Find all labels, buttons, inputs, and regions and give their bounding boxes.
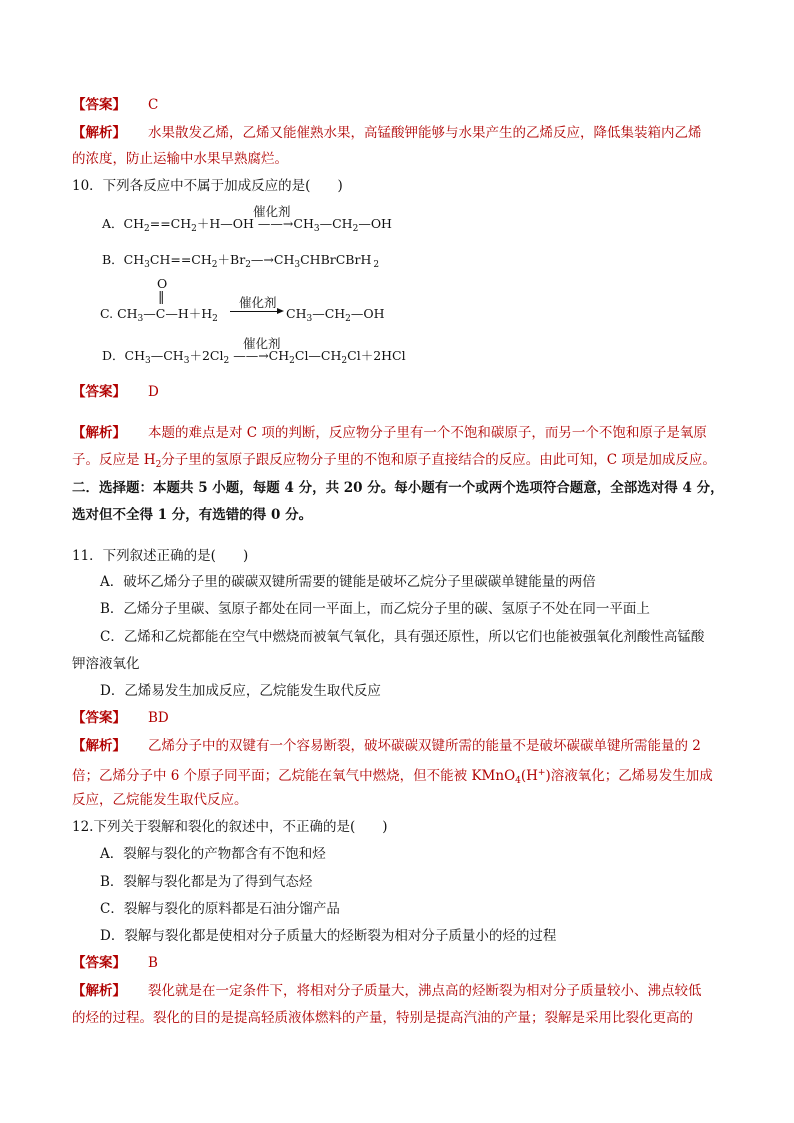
carbonyl-double-bond: ‖ xyxy=(158,290,165,305)
formula-part: CH xyxy=(286,306,307,321)
q10-analysis-cont xyxy=(72,450,716,475)
q10-option-c-right xyxy=(286,304,385,329)
q10-analysis-row xyxy=(72,423,707,443)
subscript: 2 xyxy=(245,260,251,270)
subscript: 3 xyxy=(144,260,150,270)
arrow-glyph: → xyxy=(282,216,294,231)
answer-tag: 【答案】 xyxy=(72,384,126,400)
subscript: 2 xyxy=(345,314,351,324)
subscript: 3 xyxy=(145,356,151,366)
q11-analysis-cont2: 反应，乙烷能发生取代反应。 xyxy=(72,792,248,808)
q12-answer-row xyxy=(72,953,158,973)
formula-part: —CH xyxy=(150,348,184,363)
subscript: 3 xyxy=(313,224,320,234)
formula-part: ＋2Cl xyxy=(189,348,224,363)
subscript: 2 xyxy=(211,260,218,270)
formula-part: Cl—CH xyxy=(294,348,342,363)
formula-part: Cl＋2HCl xyxy=(347,348,406,363)
q12-option-c: C．裂解与裂化的原料都是石油分馏产品 xyxy=(100,901,340,917)
answer-tag: 【答案】 xyxy=(72,97,126,113)
q11-option-a: A．破坏乙烯分子里的碳碳双键所需要的键能是破坏乙烷分子里碳碳单键能量的两倍 xyxy=(100,574,596,590)
arrow-line xyxy=(230,311,277,312)
answer-tag: 【答案】 xyxy=(72,955,126,971)
q10-option-d xyxy=(102,346,406,371)
analysis-text: 分子里的氢原子跟反应物分子里的不饱和原子直接结合的反应。由此可知，C 项是加成反应。 xyxy=(161,452,716,468)
arrow-head xyxy=(277,308,284,314)
analysis-tag: 【解析】 xyxy=(72,425,126,441)
analysis-tag: 【解析】 xyxy=(72,125,126,141)
catalyst-label: 催化剂 xyxy=(243,336,281,351)
answer-value: C xyxy=(148,97,159,113)
subscript: 4 xyxy=(515,776,521,786)
formula-part: CH==CH xyxy=(149,252,212,267)
superscript: + xyxy=(537,768,546,778)
formula-part: —— xyxy=(233,348,259,363)
q9-analysis-cont: 的浓度，防止运输中水果早熟腐烂。 xyxy=(72,151,288,167)
formula-part: ==CH xyxy=(149,216,192,231)
q11-option-b: B．乙烯分子里碳、氢原子都处在同一平面上，而乙烷分子里的碳、氢原子不处在同一平面上 xyxy=(100,601,650,617)
analysis-text: 本题的难点是对 C 项的判断，反应物分子里有一个不饱和碳原子，而另一个不饱和原子是氧原 xyxy=(148,425,707,441)
subscript: 2 xyxy=(373,260,380,270)
q11-answer-row xyxy=(72,708,169,728)
formula-part: D．CH xyxy=(102,348,145,363)
q12-analysis-cont: 的烃的过程。裂化的目的是提高轻质液体燃料的产量，特别是提高汽油的产量；裂解是采用比裂化更高的 xyxy=(72,1010,693,1026)
arrow-glyph: → xyxy=(258,348,269,363)
subscript: 2 xyxy=(191,224,197,234)
catalyst-label: 催化剂 xyxy=(239,295,277,310)
formula-part: B．CH xyxy=(102,252,145,267)
subscript: 2 xyxy=(352,224,359,234)
q10-stem: 10．下列各反应中不属于加成反应的是( ) xyxy=(72,178,343,194)
analysis-tag: 【解析】 xyxy=(72,983,126,999)
formula-part: —→CH xyxy=(250,252,295,267)
q11-analysis-row xyxy=(72,736,701,756)
formula-part: ＋Br xyxy=(217,252,246,267)
subscript: 3 xyxy=(183,356,190,366)
q9-analysis-row xyxy=(72,123,702,143)
q10-answer-row xyxy=(72,382,159,402)
q11-option-c-cont: 钾溶液氧化 xyxy=(72,656,140,672)
analysis-text: 乙烯分子中的双键有一个容易断裂，破坏碳碳双键所需的能量不是破坏碳碳单键所需能量的 2 xyxy=(148,738,701,754)
q12-analysis-row xyxy=(72,981,702,1001)
formula-part: CH xyxy=(293,216,314,231)
catalyst-label: 催化剂 xyxy=(253,204,291,219)
formula-part: A．CH xyxy=(102,216,144,231)
analysis-text: )溶液氧化；乙烯易发生加成 xyxy=(545,768,713,784)
subscript: 2 xyxy=(212,314,218,324)
section-heading: 二．选择题：本题共 5 小题，每题 4 分，共 20 分。每小题有一个或两个选项符合题意，全部选对得 4 分， xyxy=(72,480,724,496)
subscript: 2 xyxy=(341,356,348,366)
subscript: 2 xyxy=(155,460,162,470)
answer-tag: 【答案】 xyxy=(72,710,126,726)
section-heading-cont: 选对但不全得 1 分，有选错的得 0 分。 xyxy=(72,507,313,523)
q10-option-c-left xyxy=(100,304,218,329)
subscript: 2 xyxy=(289,356,295,366)
q10-option-b xyxy=(102,250,379,275)
q9-answer-row xyxy=(72,95,158,115)
subscript: 3 xyxy=(306,314,313,324)
formula-part: —OH xyxy=(358,216,392,231)
formula-part: CH xyxy=(268,348,290,363)
formula-part: CHBrCBrH xyxy=(300,252,372,267)
formula-part: ＋H—OH —— xyxy=(196,216,283,231)
q11-stem: 11．下列叙述正确的是( ) xyxy=(72,548,249,564)
analysis-text: (H xyxy=(520,768,538,784)
q11-analysis-cont xyxy=(72,763,713,791)
answer-value: D xyxy=(148,384,159,400)
formula-part: —C—H＋H xyxy=(143,306,213,321)
answer-value: BD xyxy=(148,710,169,726)
formula-part: C. CH xyxy=(100,306,138,321)
subscript: 3 xyxy=(137,314,144,324)
carbonyl-oxygen: O xyxy=(157,276,168,291)
analysis-text: 倍；乙烯分子中 6 个原子同平面；乙烷能在氧气中燃烧，但不能被 KMnO xyxy=(72,768,516,784)
q11-option-d: D．乙烯易发生加成反应，乙烷能发生取代反应 xyxy=(100,683,381,699)
analysis-text: 水果散发乙烯，乙烯又能催熟水果，高锰酸钾能够与水果产生的乙烯反应，降低集装箱内乙烯 xyxy=(148,125,702,141)
subscript: 2 xyxy=(144,224,150,234)
q11-option-c: C．乙烯和乙烷都能在空气中燃烧而被氧气氧化，具有强还原性，所以它们也能被强氧化剂酸性高锰酸 xyxy=(100,629,705,645)
formula-part: —CH xyxy=(319,216,353,231)
formula-part: —OH xyxy=(350,306,385,321)
q12-option-d: D．裂解与裂化都是使相对分子质量大的烃断裂为相对分子质量小的烃的过程 xyxy=(100,928,557,944)
answer-value: B xyxy=(148,955,158,971)
subscript: 2 xyxy=(223,356,230,366)
analysis-tag: 【解析】 xyxy=(72,738,126,754)
q12-option-a: A．裂解与裂化的产物都含有不饱和烃 xyxy=(100,846,326,862)
q12-stem: 12.下列关于裂解和裂化的叙述中，不正确的是( ) xyxy=(72,819,388,835)
subscript: 3 xyxy=(294,260,301,270)
q12-option-b: B．裂解与裂化都是为了得到气态烃 xyxy=(100,874,313,890)
analysis-text: 裂化就是在一定条件下，将相对分子质量大，沸点高的烃断裂为相对分子质量较小、沸点较低 xyxy=(148,983,702,999)
formula-part: —CH xyxy=(312,306,346,321)
analysis-text: 子。反应是 H xyxy=(72,452,156,468)
q10-option-a xyxy=(102,214,392,239)
